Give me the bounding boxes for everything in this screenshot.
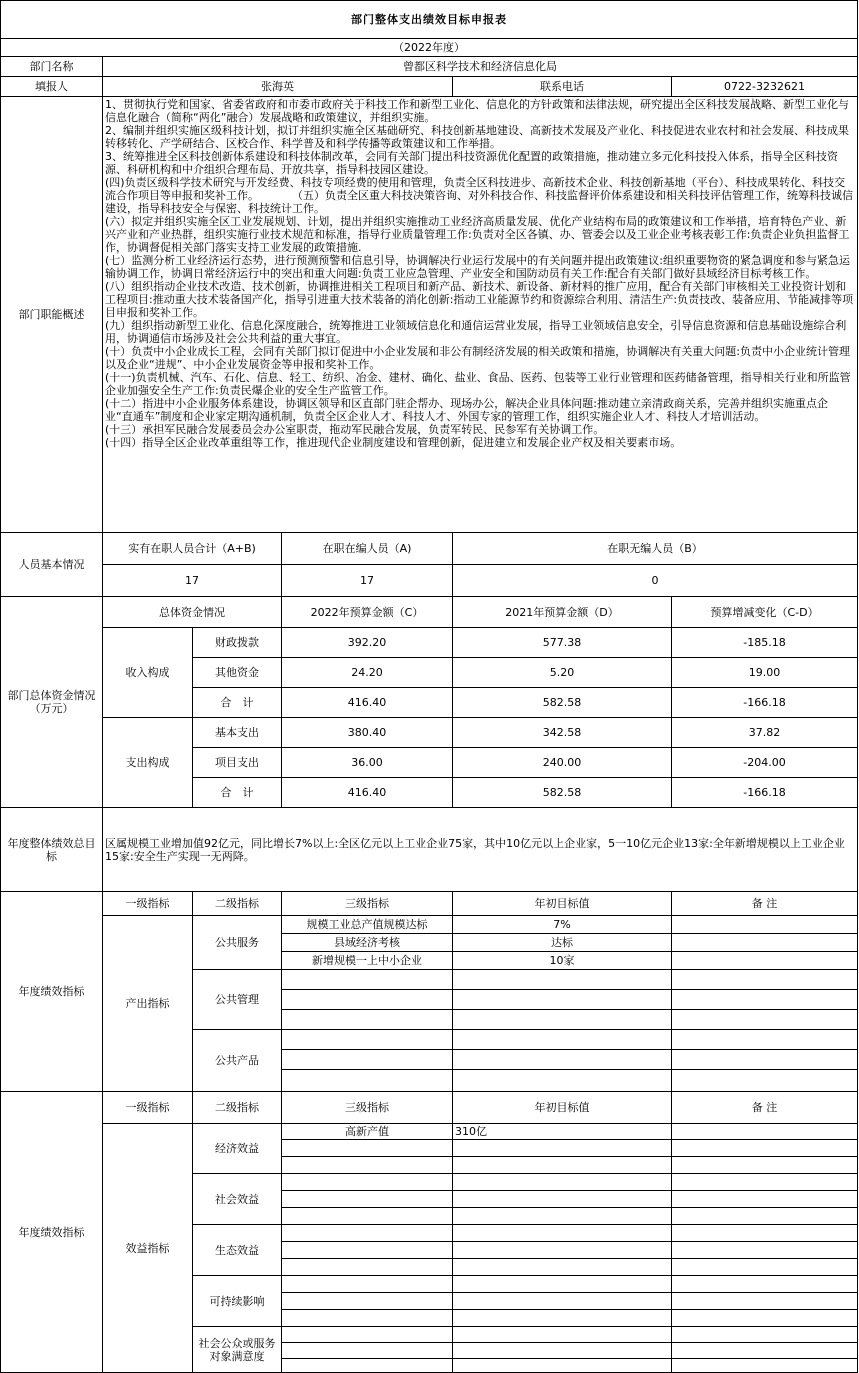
perf-note — [672, 1310, 858, 1327]
perf-l3 — [282, 1259, 453, 1276]
perf2-header-target: 年初目标值 — [453, 1092, 672, 1124]
staff-header-a: 在职在编人员（A) — [282, 533, 453, 565]
function-paragraph: (六）拟定并组织实施全区工业发展规划、计划，提出并组织实施推动工业经济高质量发展、优化产业结构布局的政策建议和工作举措，培育特色产业、新兴产业和产业热群，组织实施行业技术规范和标准，指导行业质量管理工作:负责对全区各镇、办、管委会以及工业企业考核表彰工作:负责企业负担监督工作，协调督促相关部门落实支持工业发展的政策措施. — [105, 215, 850, 254]
perf1-header-l3: 三级指标 — [282, 892, 453, 916]
perf-l3 — [282, 1191, 453, 1208]
perf-target — [453, 1010, 672, 1030]
perf-l3 — [282, 1208, 453, 1225]
perf-l3 — [282, 1225, 453, 1242]
perf-l3: 县域经济考核 — [282, 934, 453, 952]
perf-target — [453, 1070, 672, 1092]
staff-header-b: 在职无编人员（B） — [453, 533, 858, 565]
fund-row-d: 582.58 — [453, 688, 672, 718]
income-label: 收入构成 — [103, 628, 193, 718]
function-paragraph: 3、统筹推进全区科技创新体系建设和科技体制改革，会同有关部门提出科技资源优化配置的政策措施，推动建立多元化科技投入体系，指导全区科技资源、科研机构和中介组织合理布局、开放共享，指导科技园区建设。 — [105, 150, 838, 176]
perf-note — [672, 934, 858, 952]
perf-target — [453, 1208, 672, 1225]
filler-name: 张海英 — [103, 77, 453, 97]
perf-l3: 新增规模一上中小企业 — [282, 952, 453, 970]
perf-note — [672, 1030, 858, 1050]
perf-note — [672, 1225, 858, 1242]
staff-value-a: 17 — [282, 565, 453, 597]
perf-target: 10家 — [453, 952, 672, 970]
functions-description — [103, 97, 858, 533]
phone-label: 联系电话 — [453, 77, 672, 97]
perf-l3 — [282, 1327, 453, 1343]
perf-note — [672, 1327, 858, 1343]
funds-label: 部门总体资金情况（万元） — [1, 597, 103, 808]
perf-note — [672, 1191, 858, 1208]
fund-row-name: 基本支出 — [193, 718, 282, 748]
perf2-group: 社会效益 — [193, 1174, 282, 1225]
fund-row-name: 合 计 — [193, 688, 282, 718]
fund-row-name: 项目支出 — [193, 748, 282, 778]
perf-target — [453, 1174, 672, 1191]
fund-row-name: 其他资金 — [193, 658, 282, 688]
perf-target — [453, 1276, 672, 1293]
perf-target — [453, 1293, 672, 1310]
perf-l3 — [282, 1010, 453, 1030]
perf-l3 — [282, 1070, 453, 1092]
expense-label: 支出构成 — [103, 718, 193, 808]
perf-note — [672, 1276, 858, 1293]
perf-target — [453, 970, 672, 990]
perf-note — [672, 1359, 858, 1373]
perf-l3 — [282, 970, 453, 990]
function-paragraph: (九）组织指动新型工业化、信息化深度融合，统筹推进工业领域信息化和通信运营业发展，指导工业领域信息安全，引导信息资源和信息基础设施综合利用，协调通信市场涉及社会公共利益的重大事宜。 — [105, 319, 847, 345]
perf1-header-l2: 二级指标 — [193, 892, 282, 916]
perf-note — [672, 1259, 858, 1276]
dept-name-value: 曾都区科学技术和经济信息化局 — [103, 57, 858, 77]
dept-name-label: 部门名称 — [1, 57, 103, 77]
function-paragraph: (八）组织指动企业技术改造、技术创新，协调推进相关工程项目和新产品、新技术、新设备、新材料的推广应用，配合有关部门审核相关工业投资计划和工程项目:推动重大技术装备国产化，指导引进重大技术装备的消化创新:指动工业能源节约和资源综合利用、清洁生产:负责技改、装备应用、节能减排等项目申报和奖补工作。 — [105, 280, 854, 319]
perf-l3 — [282, 1157, 453, 1174]
staff-value-total: 17 — [103, 565, 282, 597]
fund-row-name: 财政拨款 — [193, 628, 282, 658]
perf2-level1: 效益指标 — [103, 1124, 193, 1373]
perf1-header-note: 备 注 — [672, 892, 858, 916]
fund-row-d: 240.00 — [453, 748, 672, 778]
perf-target: 7% — [453, 916, 672, 934]
perf2-label: 年度绩效指标 — [1, 1092, 103, 1373]
perf2-header-note: 备 注 — [672, 1092, 858, 1124]
perf-l3: 高新产值 — [282, 1124, 453, 1140]
fund-row-name: 合 计 — [193, 778, 282, 808]
perf1-label: 年度绩效指标 — [1, 892, 103, 1092]
perf-l3 — [282, 1030, 453, 1050]
function-paragraph: (十一)负责机械、汽车、石化、信息、轻工、纺织、冶金、建材、确化、盐业、食品、医药、包装等工业行业管理和医药储备管理，指导相关行业和所监管企业加强安全生产工作:负责民爆企业的安全生产监管工作。 — [105, 371, 851, 397]
perf2-group: 生态效益 — [193, 1225, 282, 1276]
perf-l3 — [282, 1050, 453, 1070]
function-paragraph: (十三）承担军民融合发展委员会办公室职责，拖动军民融合发展，负责军转民、民参军有关协调工作。 — [105, 423, 605, 436]
fund-row-c: 380.40 — [282, 718, 453, 748]
perf-l3 — [282, 1293, 453, 1310]
perf-l3 — [282, 1276, 453, 1293]
perf-target — [453, 1140, 672, 1157]
perf2-header-l3: 三级指标 — [282, 1092, 453, 1124]
perf-l3 — [282, 1140, 453, 1157]
perf-note — [672, 1140, 858, 1157]
perf1-level1: 产出指标 — [103, 916, 193, 1092]
perf-l3 — [282, 1174, 453, 1191]
funds-header-cd: 预算增减变化（C-D） — [672, 597, 858, 628]
filler-label: 填报人 — [1, 77, 103, 97]
perf-target — [453, 1310, 672, 1327]
fund-row-cd: -166.18 — [672, 688, 858, 718]
funds-header-total: 总体资金情况 — [103, 597, 282, 628]
perf1-group: 公共服务 — [193, 916, 282, 970]
function-paragraph: (十二）指进中小企业服务体系建设，协调区领导和区直部门驻企帮办、现场办公，解决企业具体问题:推动建立亲清政商关系，完善并组织实施重点企业“直通车”制度和企业家定期沟通机制，负责全区企业人才、科技人才、外国专家的管理工作，组织实施企业人才、科技人才培训活动。 — [105, 397, 828, 423]
fund-row-cd: -166.18 — [672, 778, 858, 808]
staff-label: 人员基本情况 — [1, 533, 103, 597]
function-paragraph: 1、贯彻执行党和国家、省委省政府和市委市政府关于科技工作和新型工业化、信息化的方针政策和法律法规，研究提出全区科技发展战略、新型工业化与信息化融合（简称“两化”融合）发展战略和政策建议，并组织实施。 — [105, 98, 849, 124]
fund-row-cd: -204.00 — [672, 748, 858, 778]
perf-target — [453, 1030, 672, 1050]
function-paragraph: (十）负责中小企业成长工程，会同有关部门拟订促进中小企业发展和非公有制经济发展的相关政策和措施，协调解决有关重大问题:负责中小企业统计管理以及企业“进规”、中小企业发展资金等申报和奖补工作。 — [105, 345, 850, 371]
perf-l3 — [282, 990, 453, 1010]
function-paragraph: (四)负责区级科学技术研究与开发经费、科技专项经费的使用和管理，负责全区科技进步、高新技术企业、科技创新基地（平台）、科技成果转化、科技交流合作项目等申报和奖补工作。 （五）负责全区重大科技决策咨询、对外科技合作、科技监督评价体系建设和相关科技评估管理工作，统筹科技诚信建设，指导科技安全与保密、科技统计工作。 — [105, 176, 853, 215]
perf-note — [672, 1242, 858, 1259]
perf-target — [453, 1191, 672, 1208]
form-year: （2022年度） — [1, 39, 858, 57]
fund-row-c: 36.00 — [282, 748, 453, 778]
perf-l3 — [282, 1242, 453, 1259]
fund-row-c: 416.40 — [282, 778, 453, 808]
phone-value: 0722-3232621 — [672, 77, 858, 97]
perf1-header-l1: 一级指标 — [103, 892, 193, 916]
perf-target — [453, 1327, 672, 1343]
fund-row-d: 577.38 — [453, 628, 672, 658]
perf-note — [672, 1124, 858, 1140]
perf-note — [672, 1050, 858, 1070]
fund-row-d: 5.20 — [453, 658, 672, 688]
function-paragraph: (十四）指导全区企业改革重组等工作，推进现代企业制度建设和管理创新，促进建立和发展企业产权及相关要素市场。 — [105, 436, 682, 449]
perf-l3: 规模工业总产值规模达标 — [282, 916, 453, 934]
perf1-header-target: 年初目标值 — [453, 892, 672, 916]
fund-row-d: 342.58 — [453, 718, 672, 748]
perf2-group: 社会公众或服务对象满意度 — [193, 1327, 282, 1373]
fund-row-cd: 37.82 — [672, 718, 858, 748]
perf-l3 — [282, 1359, 453, 1373]
perf-target: 310亿 — [453, 1124, 672, 1140]
fund-row-c: 416.40 — [282, 688, 453, 718]
perf-note — [672, 916, 858, 934]
perf-note — [672, 952, 858, 970]
funds-header-c: 2022年预算金额（C） — [282, 597, 453, 628]
perf-note — [672, 1174, 858, 1191]
perf-note — [672, 1293, 858, 1310]
funds-header-d: 2021年预算金额（D） — [453, 597, 672, 628]
goal-label: 年度整体绩效总目标 — [1, 808, 103, 892]
form-title: 部门整体支出绩效目标申报表 — [1, 1, 858, 39]
perf-note — [672, 1010, 858, 1030]
perf-note — [672, 1157, 858, 1174]
function-paragraph: 2、编制并组织实施区级科技计划，拟订并组织实施全区基础研究、科技创新基地建设、高新技术发展及产业化、科技促进农业农村和社会发展、科技成果转移转化、产学研结合、区校合作、科学普及和科学传播等政策建议和工作举措。 — [105, 124, 849, 150]
perf-target — [453, 990, 672, 1010]
perf-note — [672, 990, 858, 1010]
perf1-group: 公共管理 — [193, 970, 282, 1030]
perf-note — [672, 970, 858, 990]
perf2-header-l1: 一级指标 — [103, 1092, 193, 1124]
perf-target — [453, 1259, 672, 1276]
perf-note — [672, 1208, 858, 1225]
fund-row-c: 392.20 — [282, 628, 453, 658]
perf-target — [453, 1050, 672, 1070]
perf2-group: 经济效益 — [193, 1124, 282, 1174]
perf2-group: 可持续影响 — [193, 1276, 282, 1327]
perf2-header-l2: 二级指标 — [193, 1092, 282, 1124]
perf-target — [453, 1242, 672, 1259]
perf-target: 达标 — [453, 934, 672, 952]
functions-label: 部门职能概述 — [1, 97, 103, 533]
perf-note — [672, 1070, 858, 1092]
perf-target — [453, 1225, 672, 1242]
staff-header-total: 实有在职人员合计（A+B) — [103, 533, 282, 565]
fund-row-c: 24.20 — [282, 658, 453, 688]
goal-text: 区属规模工业增加值92亿元，同比增长7%以上:全区亿元以上工业企业75家，其中10亿元以上企业家，5一10亿元企业13家:全年新增规模以上工业企业15家:安全生产实现一无两降。 — [103, 808, 858, 892]
perf1-group: 公共产品 — [193, 1030, 282, 1092]
perf-target — [453, 1157, 672, 1174]
perf-l3 — [282, 1310, 453, 1327]
perf-target — [453, 1359, 672, 1373]
fund-row-d: 582.58 — [453, 778, 672, 808]
fund-row-cd: 19.00 — [672, 658, 858, 688]
function-paragraph: (七）监测分析工业经济运行态势，进行预测预警和信息引导，协调解决行业运行发展中的有关问题并提出政策建议:组织重要物资的紧急调度和参与紧急运输协调工作，协调日常经济运行中的突出和重大问题:负责工业应急管理、产业安全和国防动员有关工作:配合有关部门做好县域经济目标考核工作。 — [105, 254, 850, 280]
staff-value-b: 0 — [453, 565, 858, 597]
fund-row-cd: -185.18 — [672, 628, 858, 658]
